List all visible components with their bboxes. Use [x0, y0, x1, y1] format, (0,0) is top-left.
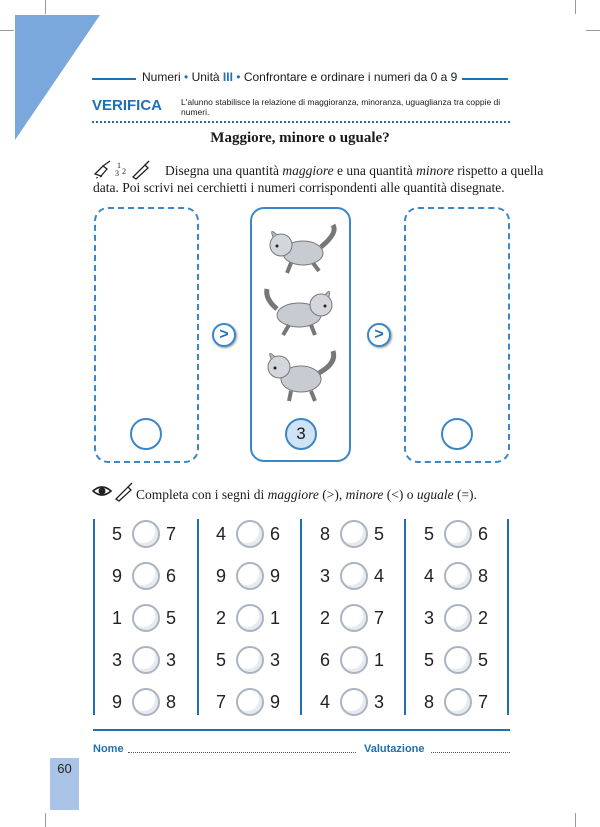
right-number: 7 — [374, 608, 385, 628]
sign-circle[interactable] — [444, 646, 472, 674]
comparison-row — [214, 604, 294, 634]
sign-circle[interactable] — [236, 688, 264, 716]
right-number: 7 — [478, 692, 489, 712]
comparison-row — [422, 604, 502, 634]
column-rule — [93, 519, 95, 715]
section-label: VERIFICA — [92, 97, 163, 114]
right-number: 3 — [270, 650, 281, 670]
instr-text: rispetto a quella — [453, 163, 544, 178]
bullet: • — [184, 70, 189, 84]
left-number: 1 — [112, 608, 123, 628]
exercise1-instruction-line2: data. Poi scrivi nei cerchietti i numeri corrispondenti alle quantità disegnate. — [93, 180, 505, 195]
instr-text: Disegna una quantità — [165, 163, 283, 178]
right-number: 9 — [270, 566, 281, 586]
sign-circle[interactable] — [132, 688, 160, 716]
right-number: 3 — [166, 650, 177, 670]
right-number: 5 — [374, 524, 385, 544]
sign-circle[interactable] — [444, 604, 472, 632]
left-number: 5 — [424, 650, 435, 670]
comparison-row — [214, 562, 294, 592]
right-number: 5 — [166, 608, 177, 628]
instr-text: Completa con i segni di — [136, 487, 268, 502]
left-number: 9 — [216, 566, 227, 586]
right-number: 6 — [478, 524, 489, 544]
left-number: 3 — [112, 650, 123, 670]
right-number: 5 — [478, 650, 489, 670]
sign-circle[interactable] — [444, 562, 472, 590]
exercise2-icons — [92, 482, 134, 502]
left-number: 8 — [424, 692, 435, 712]
sign-circle[interactable] — [236, 604, 264, 632]
left-number: 4 — [424, 566, 435, 586]
left-number: 5 — [216, 650, 227, 670]
breadcrumb-unit-number: III — [222, 70, 233, 84]
grade-label: Valutazione — [364, 743, 425, 755]
svg-text:2: 2 — [122, 167, 126, 176]
answer-circle-smaller[interactable] — [441, 418, 473, 450]
left-number: 2 — [320, 608, 331, 628]
instr-text: e una quantità — [333, 163, 417, 178]
exercise2-instruction — [136, 487, 477, 503]
crop-mark — [586, 30, 600, 31]
hand-writing-icon — [95, 161, 110, 178]
sign-circle[interactable] — [132, 520, 160, 548]
comparison-row — [110, 688, 190, 718]
name-field[interactable] — [128, 752, 356, 753]
right-number: 6 — [270, 524, 281, 544]
puppy-icon — [270, 225, 334, 273]
instr-text: (=). — [453, 487, 477, 502]
instr-text: (<) o — [383, 487, 417, 502]
comparison-row — [422, 562, 502, 592]
puppy-icon — [268, 351, 334, 401]
sign-circle[interactable] — [132, 646, 160, 674]
bullet: • — [236, 70, 241, 84]
instr-italic-maggiore: maggiore — [267, 487, 319, 502]
crop-mark — [575, 813, 576, 827]
instr-text: (>), — [318, 487, 346, 502]
sign-circle[interactable] — [340, 520, 368, 548]
comparison-row — [110, 562, 190, 592]
left-number: 6 — [320, 650, 331, 670]
greater-than-sign-right: > — [367, 323, 391, 347]
exercise1-instruction-line1 — [165, 163, 543, 179]
comparison-row — [214, 520, 294, 550]
sign-circle[interactable] — [132, 562, 160, 590]
svg-text:1: 1 — [117, 161, 121, 170]
eye-icon — [93, 487, 111, 495]
breadcrumb — [142, 70, 457, 84]
crop-mark — [45, 813, 46, 827]
left-number: 9 — [112, 692, 123, 712]
right-number: 7 — [166, 524, 177, 544]
comparison-row — [422, 688, 502, 718]
left-number: 3 — [320, 566, 331, 586]
left-number: 3 — [424, 608, 435, 628]
page-title: Maggiore, minore o uguale? — [210, 130, 390, 146]
footer-rule — [93, 729, 510, 731]
puppy-icon — [267, 289, 332, 335]
right-number: 6 — [166, 566, 177, 586]
svg-text:3: 3 — [115, 169, 119, 178]
column-rule — [404, 519, 406, 715]
comparison-row — [318, 646, 398, 676]
instr-italic-maggiore: maggiore — [282, 163, 334, 178]
comparison-row — [318, 520, 398, 550]
pen-icon — [116, 483, 132, 501]
pen-icon — [133, 161, 149, 179]
instr-italic-minore: minore — [416, 163, 454, 178]
comparison-row — [110, 604, 190, 634]
right-number: 8 — [478, 566, 489, 586]
exercise-icons — [93, 160, 165, 180]
left-number: 7 — [216, 692, 227, 712]
breadcrumb-numeri: Numeri — [142, 70, 181, 84]
comparison-row — [422, 520, 502, 550]
section-divider — [92, 121, 510, 123]
sign-circle[interactable] — [444, 520, 472, 548]
right-number: 2 — [478, 608, 489, 628]
greater-than-sign-left: > — [212, 323, 236, 347]
page-number: 60 — [57, 761, 72, 776]
comparison-row — [214, 688, 294, 718]
comparison-row — [214, 646, 294, 676]
breadcrumb-unita: Unità — [191, 70, 220, 84]
left-number: 5 — [112, 524, 123, 544]
left-number: 2 — [216, 608, 227, 628]
comparison-row — [422, 646, 502, 676]
given-number-circle: 3 — [285, 418, 317, 450]
header-rule-right — [462, 78, 508, 80]
comparison-row — [110, 646, 190, 676]
sign-circle[interactable] — [236, 520, 264, 548]
comparison-row — [318, 562, 398, 592]
column-rule — [507, 519, 509, 715]
crop-mark — [575, 0, 576, 14]
numbers-icon — [115, 161, 126, 178]
left-number: 4 — [320, 692, 331, 712]
left-number: 4 — [216, 524, 227, 544]
right-number: 9 — [270, 692, 281, 712]
sign-circle[interactable] — [340, 604, 368, 632]
header-rule-left — [92, 78, 136, 80]
comparison-row — [110, 520, 190, 550]
right-number: 3 — [374, 692, 385, 712]
instr-italic-uguale: uguale — [416, 487, 454, 502]
breadcrumb-topic: Confrontare e ordinare i numeri da 0 a 9 — [243, 70, 458, 84]
left-number: 8 — [320, 524, 331, 544]
page-number-tab — [50, 758, 79, 810]
learning-goal: L'alunno stabilisce la relazione di maggioranza, minoranza, uguaglianza tra coppie di numeri. — [181, 97, 501, 117]
name-label: Nome — [93, 743, 124, 755]
sign-circle[interactable] — [340, 646, 368, 674]
sign-circle[interactable] — [236, 562, 264, 590]
left-number: 5 — [424, 524, 435, 544]
column-rule — [197, 519, 199, 715]
left-number: 9 — [112, 566, 123, 586]
comparison-row — [318, 688, 398, 718]
sign-circle[interactable] — [132, 604, 160, 632]
right-number: 1 — [270, 608, 281, 628]
sign-circle[interactable] — [340, 688, 368, 716]
sign-circle[interactable] — [340, 562, 368, 590]
grade-field[interactable] — [431, 752, 510, 753]
answer-circle-greater[interactable] — [130, 418, 162, 450]
right-number: 4 — [374, 566, 385, 586]
sign-circle[interactable] — [236, 646, 264, 674]
column-rule — [300, 519, 302, 715]
right-number: 1 — [374, 650, 385, 670]
instr-italic-minore: minore — [345, 487, 384, 502]
comparison-row — [318, 604, 398, 634]
sign-circle[interactable] — [444, 688, 472, 716]
corner-triangle — [0, 0, 110, 145]
puppy-illustrations — [255, 215, 345, 407]
right-number: 8 — [166, 692, 177, 712]
